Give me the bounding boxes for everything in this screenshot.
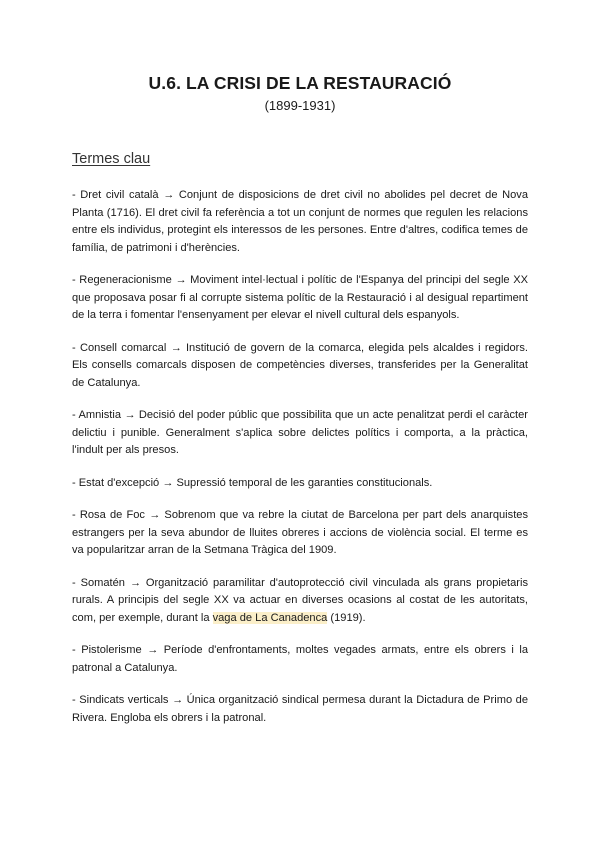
term-dret-civil: - Dret civil català → Conjunt de disposicions de dret civil no abolides pel decret de Nova Planta (1716). El dret civil fa referència a tot un conjunt de normes que regulen les relacions entre els individus, protegint els interessos de les persones. Entre d'altres, codifica temes de família, de patrimoni i d'herències.: [72, 189, 528, 254]
page-title: U.6. LA CRISI DE LA RESTAURACIÓ: [148, 73, 452, 93]
term-regeneracionisme: - Regeneracionisme → Moviment intel·lectual i polític de l'Espanya del principi del segle XX que proposava posar fi al corrupte sistema polític de la Restauració i al desigual repartiment de la terra i fomentar l'ensenyament per elevar el nivell cultural dels espanyols.: [72, 274, 528, 321]
term-consell-comarcal: - Consell comarcal → Institució de govern de la comarca, elegida pels alcaldes i regidors. Els consells comarcals disposen de competències diverses, transferides per la Generalitat de Catalunya.: [72, 341, 528, 389]
term-somaten-text-end: (1919).: [327, 611, 366, 624]
page-subtitle: (1899-1931): [264, 98, 336, 113]
term-estat-excepcio: - Estat d'excepció → Supressió temporal de les garanties constitucionals.: [72, 476, 433, 489]
highlighted-text: vaga de La Canadenca: [212, 611, 328, 624]
section-heading: Termes clau: [72, 151, 151, 167]
term-amnistia: - Amnistia → Decisió del poder públic que possibilita que un acte penalitzat perdi el caràcter delictiu i punible. Generalment s'aplica sobre delictes polítics i comporta, a la pràctica, l'indult per als presos.: [72, 409, 528, 456]
terms-list: [72, 187, 528, 742]
term-sindicats-verticals: - Sindicats verticals → Única organització sindical permesa durant la Dictadura de Primo de Rivera. Engloba els obrers i la patronal.: [72, 694, 528, 724]
term-somaten-text: - Somatén → Organització paramilitar d'autoprotecció civil vinculada als grans propietaris rurals. A principis del segle XX va actuar en diverses ocasions al costat de les autoritats, com, per exemple, durant la: [72, 576, 528, 624]
term-pistolerisme: - Pistolerisme → Període d'enfrontaments, moltes vegades armats, entre els obrers i la patronal a Catalunya.: [72, 644, 528, 674]
term-somaten: [72, 575, 528, 628]
term-rosa-de-foc: - Rosa de Foc → Sobrenom que va rebre la ciutat de Barcelona per part dels anarquistes estrangers per la seva abundor de lluites obreres i accions de violència social. El terme es va popularitzar arran de la Setmana Tràgica del 1909.: [72, 509, 528, 556]
